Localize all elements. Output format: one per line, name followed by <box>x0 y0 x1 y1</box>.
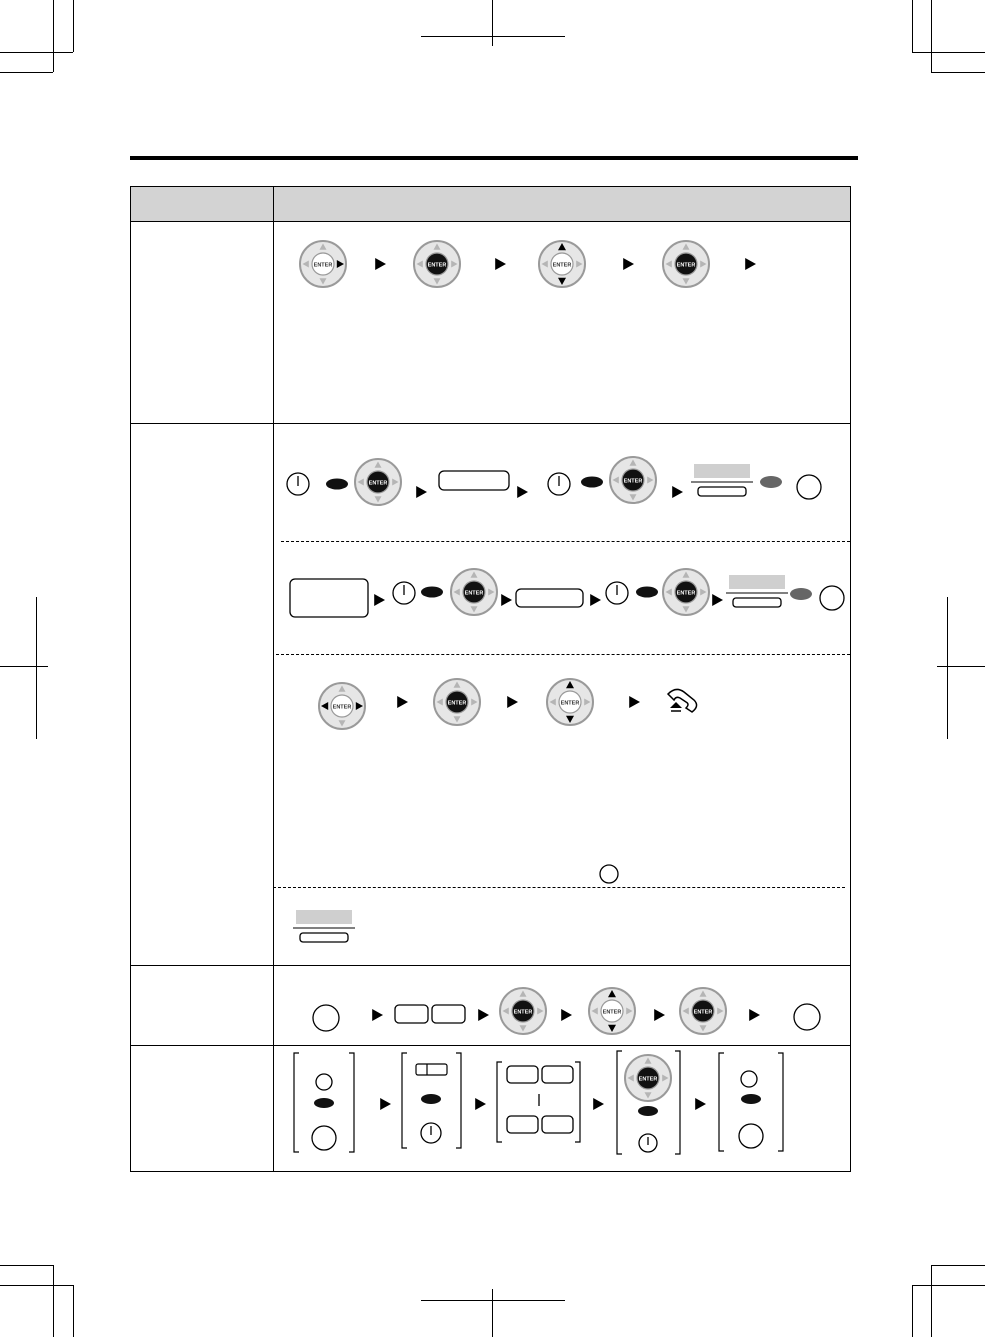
led-key-icon <box>421 587 443 598</box>
led-key-icon <box>790 588 812 600</box>
arrow-icon <box>712 594 723 606</box>
navigator-pad-icon <box>547 679 593 725</box>
power-key-icon <box>287 473 309 495</box>
number-key-icon <box>542 1116 573 1133</box>
number-key-icon <box>507 1066 538 1083</box>
svg-text:ENTER: ENTER <box>693 1009 713 1016</box>
navigator-pad-icon <box>434 679 480 725</box>
navigator-pad-icon <box>319 683 365 729</box>
display-key-icon <box>726 575 788 607</box>
arrow-icon <box>495 258 506 270</box>
led-key-icon <box>326 479 348 490</box>
navigator-pad-icon <box>451 569 497 615</box>
led-key-icon <box>636 587 658 598</box>
arrow-icon <box>507 696 518 708</box>
led-key-icon <box>581 477 603 488</box>
svg-text:ENTER: ENTER <box>676 590 696 597</box>
number-key-icon <box>507 1116 538 1133</box>
arrow-icon <box>375 258 386 270</box>
circle-key-icon <box>741 1071 757 1087</box>
led-key-icon <box>314 1098 334 1108</box>
arrow-icon <box>517 486 528 498</box>
power-key-icon <box>639 1134 657 1152</box>
navigator-pad-icon <box>625 1055 671 1101</box>
svg-text:ENTER: ENTER <box>332 704 352 711</box>
circle-key-icon <box>820 586 844 610</box>
power-key-icon <box>393 582 415 604</box>
number-key-icon <box>395 1005 428 1023</box>
navigator-pad-icon <box>680 988 726 1034</box>
svg-text:ENTER: ENTER <box>676 262 696 269</box>
arrow-icon <box>372 1009 383 1021</box>
arrow-icon <box>749 1009 760 1021</box>
arrow-icon <box>380 1098 391 1110</box>
led-key-icon <box>760 476 782 488</box>
led-key-icon <box>421 1094 441 1104</box>
navigator-pad-icon <box>355 459 401 505</box>
soft-key-icon <box>516 589 583 607</box>
arrow-icon <box>695 1098 706 1110</box>
arrow-icon <box>561 1009 572 1021</box>
svg-text:ENTER: ENTER <box>560 700 580 707</box>
circle-key-icon <box>312 1126 336 1150</box>
line-key-icon <box>416 1064 447 1075</box>
circle-key-icon <box>794 1004 820 1030</box>
navigator-pad-icon <box>610 457 656 503</box>
svg-text:ENTER: ENTER <box>623 478 643 485</box>
number-key-icon <box>432 1005 465 1023</box>
circle-key-icon <box>600 865 618 883</box>
handset-icon <box>668 689 697 712</box>
arrow-icon <box>745 258 756 270</box>
circle-key-icon <box>316 1074 332 1090</box>
arrow-icon <box>654 1009 665 1021</box>
power-key-icon <box>421 1123 441 1143</box>
display-key-icon <box>293 910 355 942</box>
circle-key-icon <box>739 1124 763 1148</box>
power-key-icon <box>606 582 628 604</box>
circle-key-icon <box>797 475 821 499</box>
arrow-icon <box>623 258 634 270</box>
svg-text:ENTER: ENTER <box>313 262 333 269</box>
arrow-icon <box>374 594 385 606</box>
svg-text:ENTER: ENTER <box>638 1076 658 1083</box>
arrow-icon <box>416 486 427 498</box>
arrow-icon <box>478 1009 489 1021</box>
svg-text:ENTER: ENTER <box>368 480 388 487</box>
navigator-pad-icon <box>414 241 460 287</box>
number-key-icon <box>542 1066 573 1083</box>
power-key-icon <box>548 473 570 495</box>
navigator-pad-icon <box>589 988 635 1034</box>
svg-text:ENTER: ENTER <box>464 590 484 597</box>
navigator-pad-icon <box>500 988 546 1034</box>
arrow-icon <box>501 594 512 606</box>
svg-text:ENTER: ENTER <box>447 700 467 707</box>
arrow-icon <box>593 1098 604 1110</box>
navigator-pad-icon <box>539 241 585 287</box>
navigator-pad-icon <box>663 569 709 615</box>
svg-text:ENTER: ENTER <box>602 1009 622 1016</box>
arrow-icon <box>629 696 640 708</box>
navigator-pad-icon <box>300 241 346 287</box>
display-key-icon <box>691 464 753 496</box>
led-key-icon <box>638 1106 658 1116</box>
arrow-icon <box>397 696 408 708</box>
svg-text:ENTER: ENTER <box>552 262 572 269</box>
arrow-icon <box>590 594 601 606</box>
arrow-icon <box>475 1098 486 1110</box>
display-panel-icon <box>290 579 368 617</box>
svg-text:ENTER: ENTER <box>513 1009 533 1016</box>
arrow-icon <box>672 486 683 498</box>
circle-key-icon <box>313 1005 339 1031</box>
soft-key-icon <box>439 471 509 490</box>
svg-text:ENTER: ENTER <box>427 262 447 269</box>
led-key-icon <box>741 1094 761 1104</box>
navigator-pad-icon <box>663 241 709 287</box>
